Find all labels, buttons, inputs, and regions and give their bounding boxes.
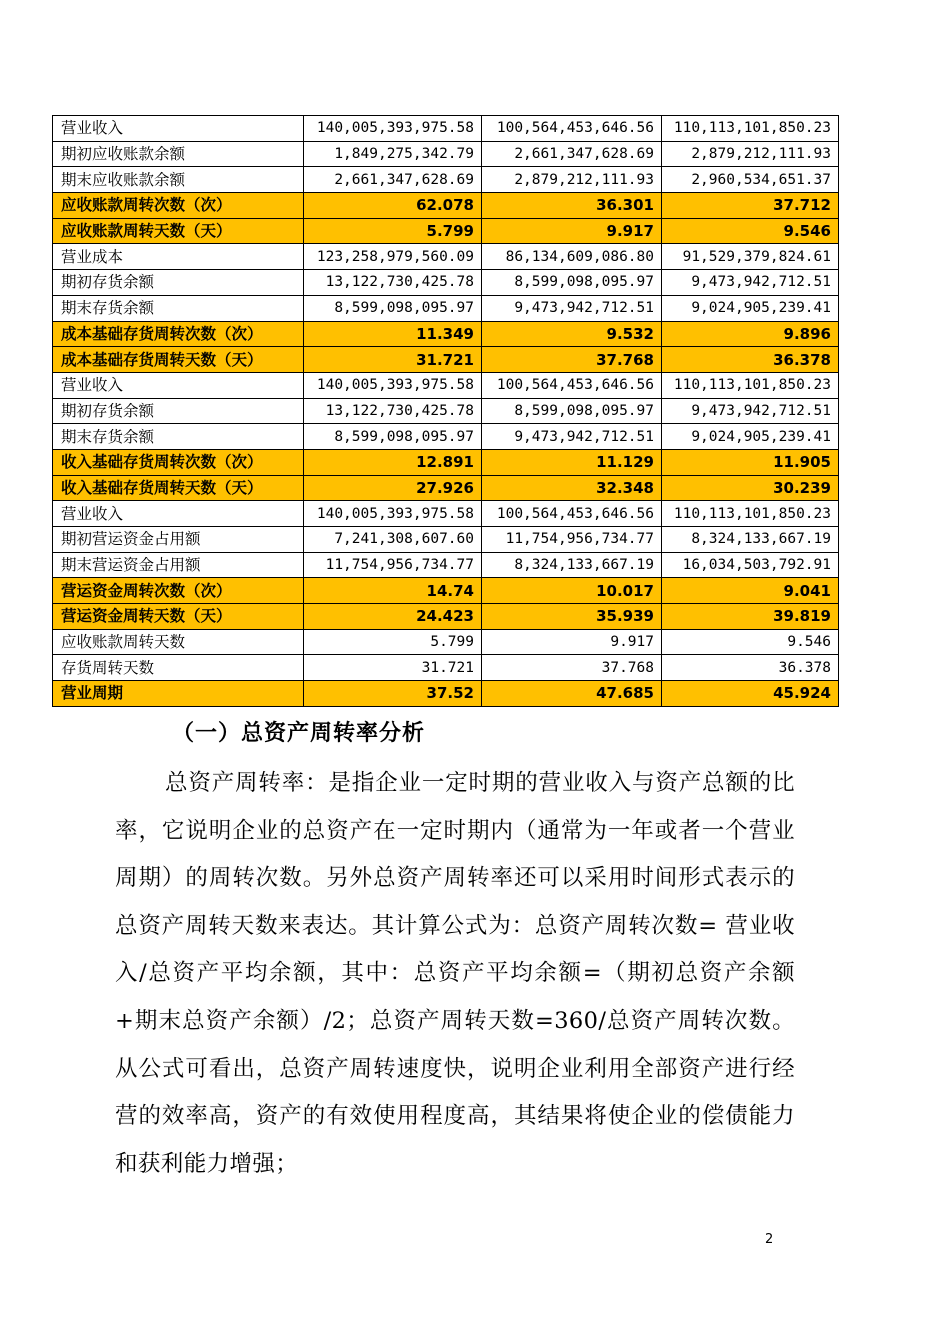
value-cell-col1: 14.74: [304, 578, 482, 604]
table-row: [53, 141, 839, 167]
value-cell-col1: 24.423: [304, 604, 482, 630]
turnover-table: [52, 115, 839, 707]
value-cell-col2: 9,473,942,712.51: [482, 295, 662, 321]
row-label-cell: 应收账款周转天数（天）: [53, 218, 304, 244]
row-label-cell: 应收账款周转次数（次）: [53, 193, 304, 219]
value-cell-col3: 36.378: [662, 347, 839, 373]
value-cell-col1: 5.799: [304, 629, 482, 655]
table-row: [53, 244, 839, 270]
value-cell-col2: 86,134,609,086.80: [482, 244, 662, 270]
value-cell-col2: 100,564,453,646.56: [482, 372, 662, 398]
value-cell-col1: 140,005,393,975.58: [304, 501, 482, 527]
value-cell-col2: 37.768: [482, 655, 662, 681]
row-label-cell: 营业收入: [53, 372, 304, 398]
value-cell-col3: 36.378: [662, 655, 839, 681]
row-label-cell: 期初应收账款余额: [53, 141, 304, 167]
row-label-cell: 收入基础存货周转次数（次）: [53, 449, 304, 475]
value-cell-col3: 110,113,101,850.23: [662, 116, 839, 142]
row-label-cell: 存货周转天数: [53, 655, 304, 681]
table-row: [53, 116, 839, 142]
row-label-cell: 期初存货余额: [53, 398, 304, 424]
row-label-cell: 期末存货余额: [53, 424, 304, 450]
table-row: [53, 372, 839, 398]
row-label-cell: 营业成本: [53, 244, 304, 270]
value-cell-col2: 47.685: [482, 681, 662, 707]
value-cell-col2: 11,754,956,734.77: [482, 527, 662, 553]
table-row-highlighted: [53, 218, 839, 244]
value-cell-col3: 110,113,101,850.23: [662, 372, 839, 398]
row-label-cell: 营业收入: [53, 501, 304, 527]
value-cell-col1: 37.52: [304, 681, 482, 707]
table-row-highlighted: [53, 193, 839, 219]
value-cell-col3: 9,024,905,239.41: [662, 424, 839, 450]
value-cell-col3: 91,529,379,824.61: [662, 244, 839, 270]
section-heading: （一）总资产周转率分析: [172, 720, 426, 746]
row-label-cell: 成本基础存货周转次数（次）: [53, 321, 304, 347]
value-cell-col1: 27.926: [304, 475, 482, 501]
value-cell-col2: 11.129: [482, 449, 662, 475]
table-row-highlighted: [53, 578, 839, 604]
value-cell-col1: 123,258,979,560.09: [304, 244, 482, 270]
value-cell-col3: 16,034,503,792.91: [662, 552, 839, 578]
table-row-highlighted: [53, 604, 839, 630]
row-label-cell: 期初存货余额: [53, 270, 304, 296]
row-label-cell: 期初营运资金占用额: [53, 527, 304, 553]
row-label-cell: 营业收入: [53, 116, 304, 142]
value-cell-col1: 13,122,730,425.78: [304, 398, 482, 424]
table-row-highlighted: [53, 449, 839, 475]
value-cell-col1: 1,849,275,342.79: [304, 141, 482, 167]
value-cell-col2: 9.917: [482, 218, 662, 244]
table-row: [53, 424, 839, 450]
value-cell-col3: 30.239: [662, 475, 839, 501]
table-row: [53, 295, 839, 321]
value-cell-col3: 2,879,212,111.93: [662, 141, 839, 167]
row-label-cell: 期末应收账款余额: [53, 167, 304, 193]
value-cell-col2: 37.768: [482, 347, 662, 373]
value-cell-col2: 35.939: [482, 604, 662, 630]
value-cell-col3: 37.712: [662, 193, 839, 219]
value-cell-col2: 10.017: [482, 578, 662, 604]
value-cell-col3: 9,473,942,712.51: [662, 270, 839, 296]
value-cell-col3: 9.546: [662, 629, 839, 655]
table-row-highlighted: [53, 475, 839, 501]
value-cell-col2: 8,599,098,095.97: [482, 270, 662, 296]
section-paragraph: 总资产周转率：是指企业一定时期的营业收入与资产总额的比率，它说明企业的总资产在一定时期内（通常为一年或者一个营业周期）的周转次数。另外总资产周转率还可以采用时间形式表示的总资产周转天数来表达。其计算公式为：总资产周转次数= 营业收入/总资产平均余额，其中：总资产平均余额=（期初总资产余额+期末总资产余额）/2；总资产周转天数=360/总资产周转次数。从公式可看出，总资产周转速度快，说明企业利用全部资产进行经营的效率高，资产的有效使用程度高，其结果将使企业的偿债能力和获利能力增强；: [115, 770, 795, 1177]
row-label-cell: 营运资金周转次数（次）: [53, 578, 304, 604]
row-label-cell: 成本基础存货周转天数（天）: [53, 347, 304, 373]
table-row: [53, 167, 839, 193]
table-row-highlighted: [53, 321, 839, 347]
row-label-cell: 期末营运资金占用额: [53, 552, 304, 578]
value-cell-col2: 9.532: [482, 321, 662, 347]
value-cell-col1: 5.799: [304, 218, 482, 244]
value-cell-col3: 9.896: [662, 321, 839, 347]
table-row: [53, 629, 839, 655]
row-label-cell: 营运资金周转天数（天）: [53, 604, 304, 630]
value-cell-col3: 45.924: [662, 681, 839, 707]
value-cell-col2: 9.917: [482, 629, 662, 655]
turnover-table-body: [53, 116, 839, 707]
table-row: [53, 501, 839, 527]
table-row: [53, 552, 839, 578]
value-cell-col3: 110,113,101,850.23: [662, 501, 839, 527]
row-label-cell: 收入基础存货周转天数（天）: [53, 475, 304, 501]
value-cell-col2: 8,599,098,095.97: [482, 398, 662, 424]
value-cell-col1: 12.891: [304, 449, 482, 475]
value-cell-col3: 2,960,534,651.37: [662, 167, 839, 193]
value-cell-col3: 9,024,905,239.41: [662, 295, 839, 321]
page-number: 2: [765, 1232, 774, 1247]
value-cell-col1: 11,754,956,734.77: [304, 552, 482, 578]
value-cell-col1: 11.349: [304, 321, 482, 347]
value-cell-col1: 62.078: [304, 193, 482, 219]
value-cell-col3: 39.819: [662, 604, 839, 630]
table-row-highlighted: [53, 347, 839, 373]
table-row: [53, 655, 839, 681]
value-cell-col2: 100,564,453,646.56: [482, 116, 662, 142]
value-cell-col2: 32.348: [482, 475, 662, 501]
value-cell-col1: 31.721: [304, 655, 482, 681]
value-cell-col3: 9.546: [662, 218, 839, 244]
value-cell-col1: 8,599,098,095.97: [304, 295, 482, 321]
table-row: [53, 527, 839, 553]
value-cell-col1: 140,005,393,975.58: [304, 116, 482, 142]
row-label-cell: 应收账款周转天数: [53, 629, 304, 655]
table-row-highlighted: [53, 681, 839, 707]
value-cell-col3: 9,473,942,712.51: [662, 398, 839, 424]
value-cell-col2: 8,324,133,667.19: [482, 552, 662, 578]
value-cell-col3: 8,324,133,667.19: [662, 527, 839, 553]
value-cell-col3: 11.905: [662, 449, 839, 475]
table-row: [53, 270, 839, 296]
value-cell-col2: 2,879,212,111.93: [482, 167, 662, 193]
value-cell-col2: 2,661,347,628.69: [482, 141, 662, 167]
value-cell-col1: 7,241,308,607.60: [304, 527, 482, 553]
value-cell-col1: 140,005,393,975.58: [304, 372, 482, 398]
value-cell-col1: 8,599,098,095.97: [304, 424, 482, 450]
row-label-cell: 营业周期: [53, 681, 304, 707]
value-cell-col1: 2,661,347,628.69: [304, 167, 482, 193]
table-row: [53, 398, 839, 424]
value-cell-col2: 36.301: [482, 193, 662, 219]
value-cell-col1: 31.721: [304, 347, 482, 373]
value-cell-col1: 13,122,730,425.78: [304, 270, 482, 296]
value-cell-col2: 100,564,453,646.56: [482, 501, 662, 527]
row-label-cell: 期末存货余额: [53, 295, 304, 321]
value-cell-col2: 9,473,942,712.51: [482, 424, 662, 450]
value-cell-col3: 9.041: [662, 578, 839, 604]
